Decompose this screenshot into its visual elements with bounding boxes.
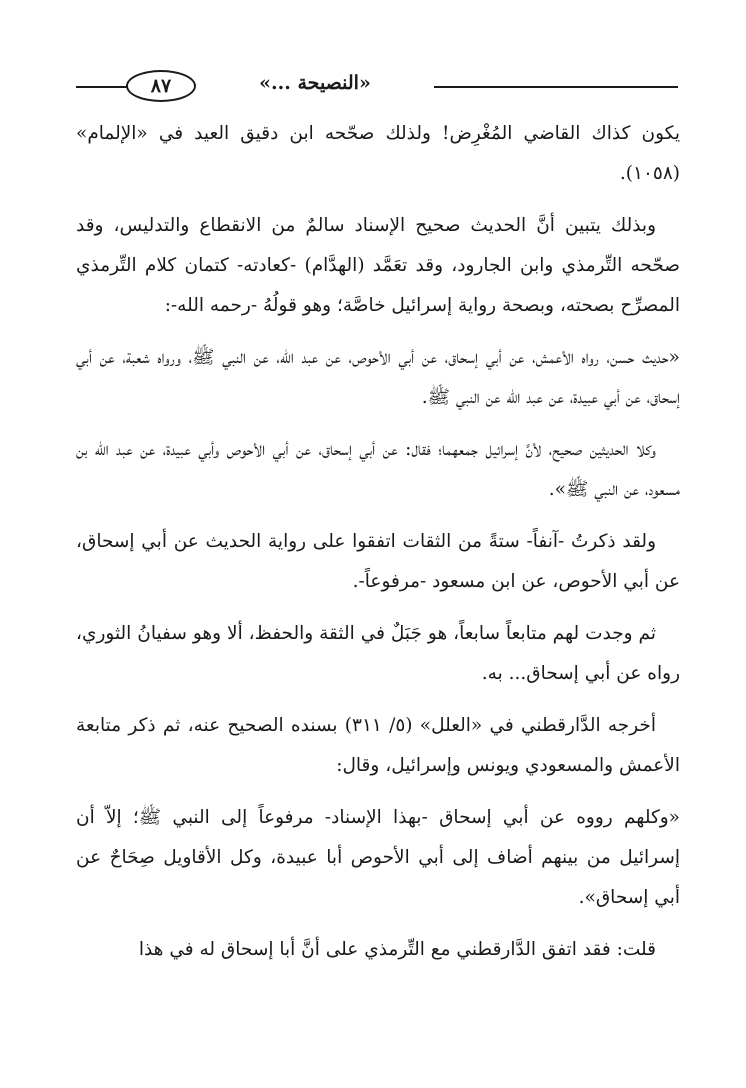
header-rule-left bbox=[76, 86, 128, 88]
paragraph: يكون كذاك القاضي المُغْرِض! ولذلك صحّحه ابن دقيق العيد في «الإلمام» (١٠٥٨). bbox=[76, 123, 680, 184]
quote-paragraph: «وكلهم رووه عن أبي إسحاق -بهذا الإسناد- مرفوعاً إلى النبي ﷺ؛ إلاّ أن إسرائيل من بينهم أضاف إلى أبي الأحوص أبا عبيدة، وكل الأقاويل صِحَاحٌ عن أبي إسحاق». bbox=[76, 807, 680, 908]
body-text bbox=[76, 114, 680, 982]
paragraph: وبذلك يتبين أنَّ الحديث صحيح الإسناد سالمٌ من الانقطاع والتدليس، وقد صحّحه التِّرمذي وابن الجارود، وقد تعَمَّد (الهدَّام) -كعادته- كتمان كلام التِّرمذي المصرِّح بصحته، وبصحة رواية إسرائيل خاصَّة؛ وهو قولُهُ -رحمه الله-: bbox=[76, 215, 680, 316]
quote-paragraph: «حديث حسن، رواه الأعمش، عن أبي إسحاق، عن أبي الأحوص، عن عبد الله، عن النبي ﷺ، ورواه شعبة، عن أبي إسحاق، عن أبي عبيدة، عن عبد الله عن النبي ﷺ. bbox=[76, 347, 680, 408]
page-number: ٨٧ bbox=[126, 70, 196, 102]
paragraph: ولقد ذكرتُ -آنفاً- ستةً من الثقات اتفقوا على رواية الحديث عن أبي إسحاق، عن أبي الأحوص، عن ابن مسعود -مرفوعاً-. bbox=[76, 531, 680, 592]
paragraph: ثم وجدت لهم متابعاً سابعاً، هو جَبَلٌ في الثقة والحفظ، ألا وهو سفيانُ الثوري، رواه عن أبي إسحاق... به. bbox=[76, 623, 680, 684]
running-title: «النصيحة ...» bbox=[259, 72, 371, 94]
paragraph: أخرجه الدَّارقطني في «العلل» (٥/ ٣١١) بسنده الصحيح عنه، ثم ذكر متابعة الأعمش والمسعودي ويونس وإسرائيل، وقال: bbox=[76, 715, 680, 776]
paragraph: وكلا الحديثين صحيح، لأنَّ إسرائيل جمعهما؛ فقال: عن أبي إسحاق، عن أبي الأحوص وأبي عبيدة، عن عبد الله بن مسعود، عن النبي ﷺ». bbox=[76, 439, 680, 500]
header-rule-right bbox=[434, 86, 678, 88]
paragraph: قلت: فقد اتفق الدَّارقطني مع التِّرمذي على أنَّ أبا إسحاق له في هذا bbox=[138, 939, 656, 960]
page-header bbox=[76, 66, 678, 106]
